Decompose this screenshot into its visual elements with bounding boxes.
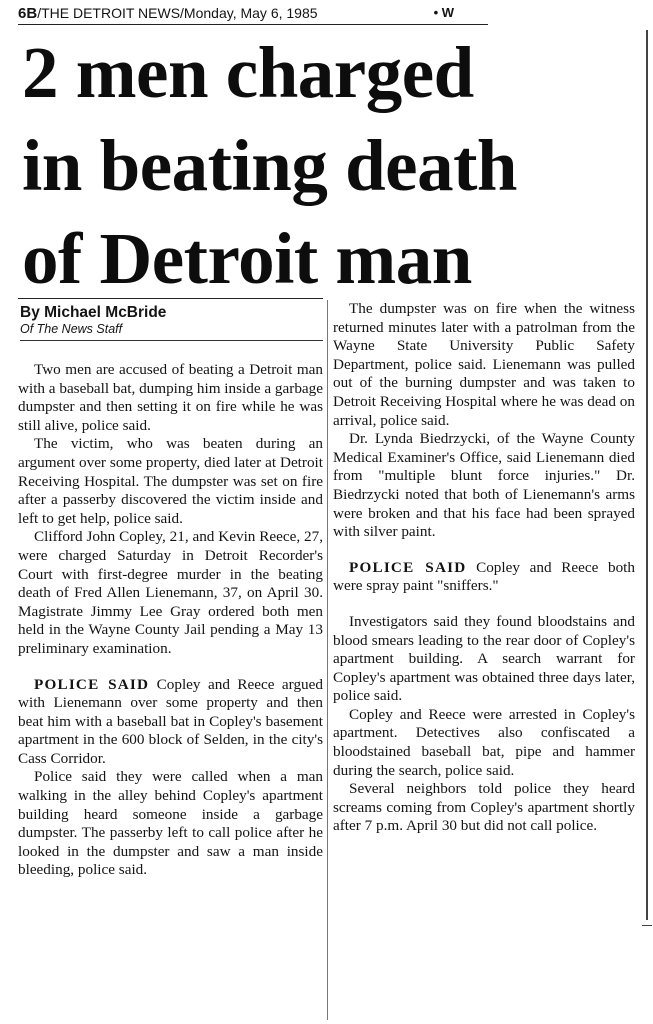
headline-line-1: 2 men charged — [22, 32, 474, 113]
paragraph-text: Copley and Reece both were spray paint "sniffers." — [333, 558, 635, 595]
paragraph: Clifford John Copley, 21, and Kevin Reece, 27, were charged Saturday in Detroit Recorder's Court with first-degree murder in the beating death of Fred Allen Lienemann, 37, on April 30. Magistrate Jimmy Lee Gray ordered both men held in the Wayne County Jail pending a May 13 preliminary examination. — [18, 528, 323, 657]
lead-in: POLICE SAID — [34, 675, 150, 693]
headline-line-3: of Detroit man — [22, 218, 472, 299]
paragraph — [333, 559, 635, 596]
page-edge-rule — [646, 30, 648, 920]
paragraph: Investigators said they found bloodstains and blood smears leading to the rear door of Copley's apartment building. A search warrant for Copley's apartment was obtained three days later, police said. — [333, 612, 635, 705]
page-edge-tick — [642, 925, 652, 926]
paragraph — [18, 676, 323, 769]
headline-line-2: in beating death — [22, 125, 517, 206]
edition-mark: • W — [433, 5, 454, 20]
paragraph: The dumpster was on fire when the witness returned minutes later with a patrolman from the Wayne State University Public Safety Department, police said. Lienemann was pulled out of the burning dumpster and was taken to Detroit Receiving Hospital where he was dead on arrival, police said. — [333, 300, 635, 429]
paragraph: Police said they were called when a man walking in the alley behind Copley's apartment building heard someone inside a garbage dumpster. The passerby left to call police after he looked in the dumpster and saw a man inside bleeding, police said. — [18, 768, 323, 879]
headline — [22, 26, 647, 305]
article-column-left — [18, 298, 323, 880]
paragraph: The victim, who was beaten during an argument over some property, died later at Detroit Receiving Hospital. The dumpster was set on fire after a passerby discovered the victim inside and left to get help, police said. — [18, 435, 323, 527]
page-number: 6B — [18, 5, 38, 22]
publication-dateline: /THE DETROIT NEWS/Monday, May 6, 1985 — [37, 5, 318, 21]
paragraph: Copley and Reece were arrested in Copley's apartment. Detectives also confiscated a bloodstained baseball bat, pipe and hammer during the search, police said. — [333, 705, 635, 779]
lead-in: POLICE SAID — [349, 558, 467, 576]
paragraph: Two men are accused of beating a Detroit man with a baseball bat, dumping him inside a garbage dumpster and then setting it on fire while he was still alive, police said. — [18, 361, 323, 434]
byline-staff: Of The News Staff — [20, 322, 323, 341]
paragraph: Dr. Lynda Biedrzycki, of the Wayne County Medical Examiner's Office, said Lienemann died from "multiple blunt force injuries." Dr. Biedrzycki noted that both of Lienemann's arms were broken and that his face had been sprayed with silver paint. — [333, 430, 635, 541]
folio-line — [18, 4, 488, 25]
article-column-right — [333, 300, 635, 836]
paragraph: Several neighbors told police they heard screams coming from Copley's apartment shortly after 7 p.m. April 30 but did not call police. — [333, 780, 635, 835]
byline-name: By Michael McBride — [20, 304, 167, 321]
paragraph-text: Copley and Reece argued with Lienemann over some property and then beat him with a baseball bat in Copley's basement apartment in the 600 block of Selden, in the city's Cass Corridor. — [18, 675, 323, 767]
column-divider — [327, 300, 328, 1020]
byline-rule — [18, 298, 323, 299]
